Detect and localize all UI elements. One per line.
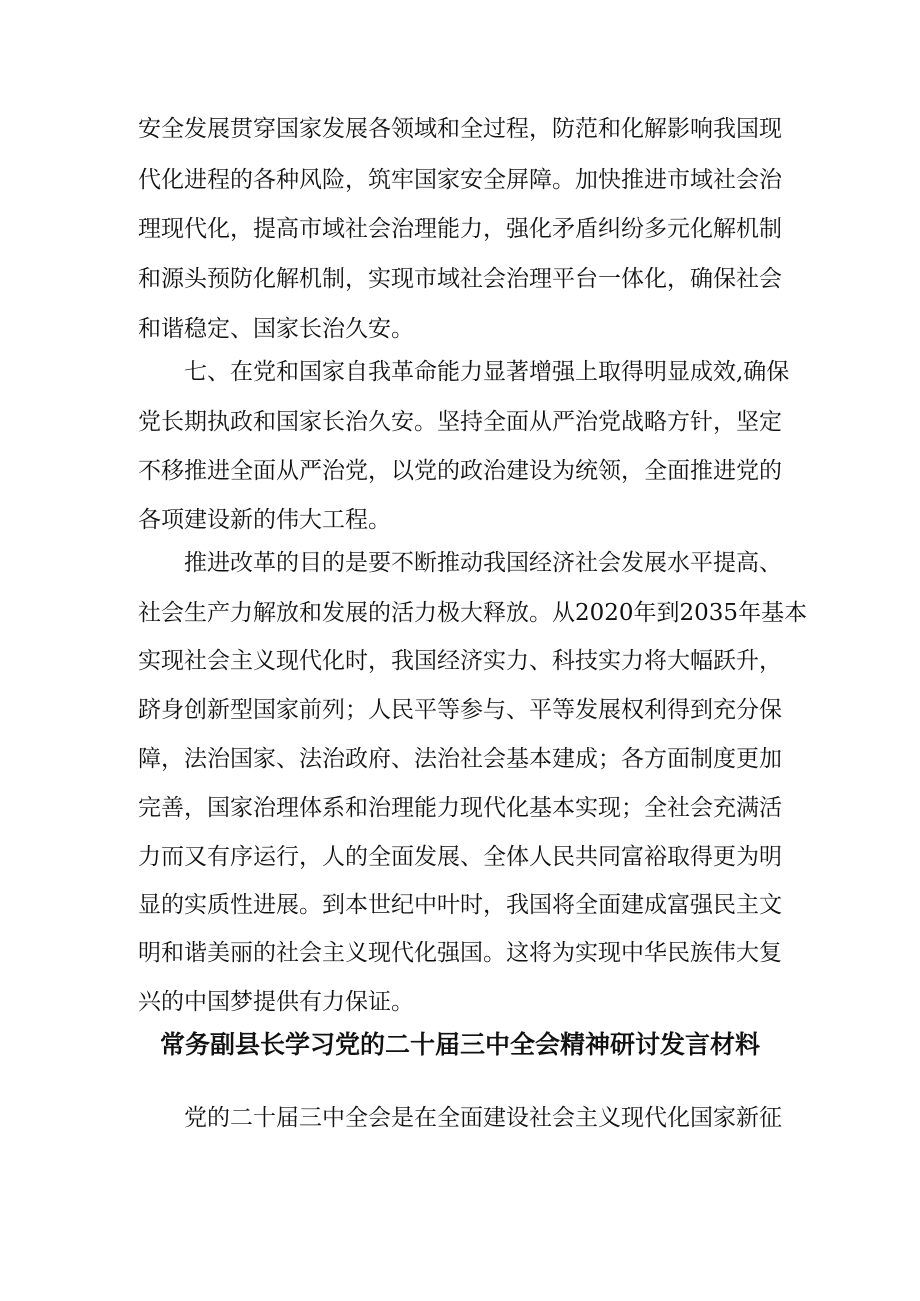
- paragraph-3-line-1: 推进改革的目的是要不断推动我国经济社会发展水平提高、: [184, 550, 782, 576]
- paragraph-2-line-4: 各项建设新的伟大工程。: [138, 507, 391, 533]
- paragraph-2-line-2: 党长期执政和国家长治久安。坚持全面从严治党战略方针，坚定: [138, 409, 782, 435]
- paragraph-2-line-1: 七、在党和国家自我革命能力显著增强上取得明显成效,确保: [184, 359, 790, 385]
- paragraph-1-line-3: 理现代化，提高市域社会治理能力，强化矛盾纠纷多元化解机制: [138, 216, 782, 242]
- paragraph-3-line-8: 显的实质性进展。到本世纪中叶时，我国将全面建成富强民主文: [138, 892, 782, 918]
- paragraph-3-line-6: 完善，国家治理体系和治理能力现代化基本实现；全社会充满活: [138, 795, 782, 821]
- paragraph-1-line-4: 和源头预防化解机制，实现市域社会治理平台一体化，确保社会: [138, 266, 782, 292]
- paragraph-1-line-2: 代化进程的各种风险，筑牢国家安全屏障。加快推进市域社会治: [138, 167, 782, 193]
- paragraph-3-line-3: 实现社会主义现代化时，我国经济实力、科技实力将大幅跃升，: [138, 648, 782, 674]
- paragraph-1-line-1: 安全发展贯穿国家发展各领域和全过程，防范和化解影响我国现: [138, 116, 782, 142]
- paragraph-3-line-4: 跻身创新型国家前列；人民平等参与、平等发展权利得到充分保: [138, 697, 782, 723]
- final-paragraph-line-1: 党的二十届三中全会是在全面建设社会主义现代化国家新征: [184, 1105, 782, 1131]
- paragraph-2-line-3: 不移推进全面从严治党，以党的政治建设为统领，全面推进党的: [138, 458, 782, 484]
- paragraph-3-line-2: 社会生产力解放和发展的活力极大释放。从2020年到2035年基本: [138, 600, 808, 626]
- paragraph-3-line-9: 明和谐美丽的社会主义现代化强国。这将为实现中华民族伟大复: [138, 940, 782, 966]
- section-heading: 常务副县长学习党的二十届三中全会精神研讨发言材料: [160, 1030, 761, 1059]
- paragraph-1-line-5: 和谐稳定、国家长治久安。: [138, 316, 414, 342]
- paragraph-3-line-10: 兴的中国梦提供有力保证。: [138, 989, 414, 1015]
- paragraph-3-line-5: 障，法治国家、法治政府、法治社会基本建成；各方面制度更加: [138, 746, 782, 772]
- paragraph-3-line-7: 力而又有序运行，人的全面发展、全体人民共同富裕取得更为明: [138, 844, 782, 870]
